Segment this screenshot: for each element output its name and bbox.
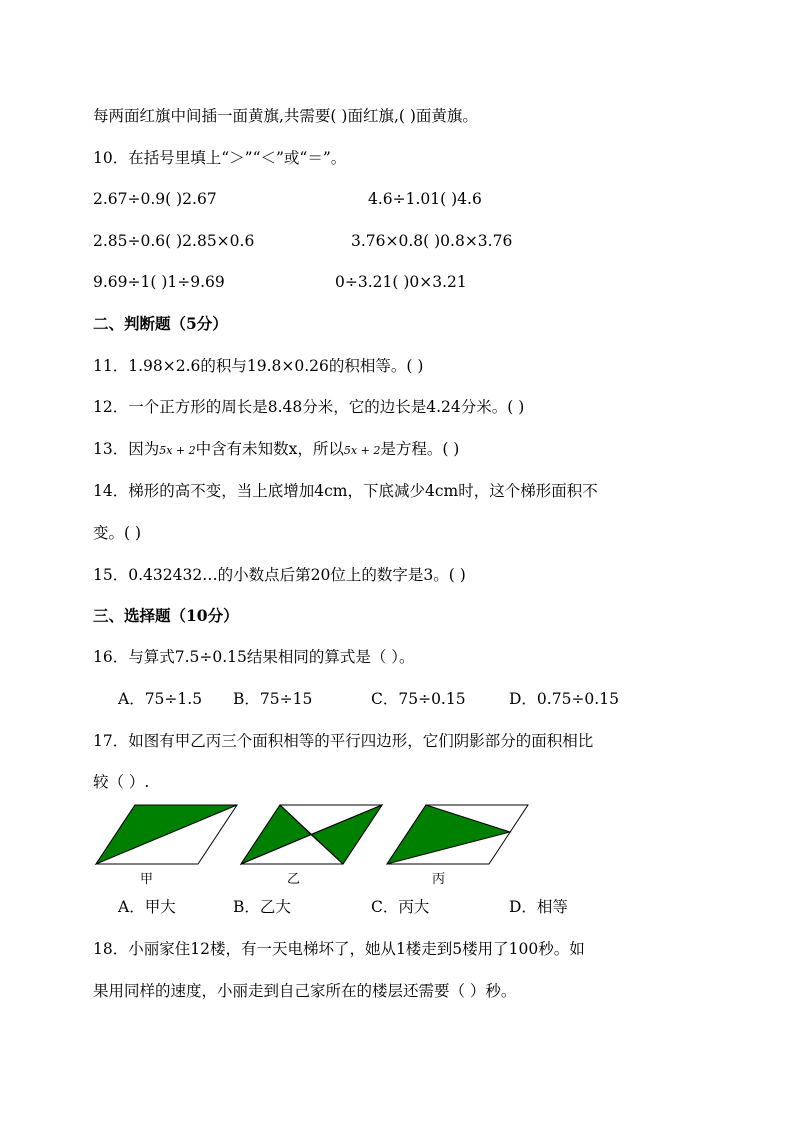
- figure-yi: [241, 805, 382, 864]
- q16-option-a: A．75÷1.5: [118, 690, 203, 708]
- compare-2b: 3.76×0.8( )0.8×3.76: [351, 232, 513, 250]
- question-12: 12．一个正方形的周长是8.48分米，它的边长是4.24分米。( ): [93, 398, 525, 416]
- compare-1b: 4.6÷1.01( )4.6: [368, 190, 482, 208]
- section-3-heading: 三、选择题（10分）: [93, 606, 239, 625]
- q13-expression-2: 5x + 2: [343, 444, 381, 457]
- q17-option-d: D．相等: [509, 898, 568, 916]
- continued-question-line: 每两面红旗中间插一面黄旗,共需要( )面红旗,( )面黄旗。: [93, 107, 478, 125]
- q13-part-c: 是方程。( ): [380, 440, 460, 458]
- figure-label-bing: 丙: [432, 872, 446, 887]
- q17-option-c: C．丙大: [371, 898, 430, 916]
- figure-label-yi: 乙: [287, 872, 301, 887]
- section-2-heading: 二、判断题（5分）: [93, 314, 228, 333]
- question-11: 11．1.98×2.6的积与19.8×0.26的积相等。( ): [93, 357, 424, 375]
- q17-option-b: B．乙大: [233, 898, 291, 916]
- q13-part-b: 中含有未知数x，所以: [195, 440, 344, 458]
- question-16: 16．与算式7.5÷0.15结果相同的算式是（ ）。: [93, 648, 415, 666]
- question-17-line-1: 17．如图有甲乙丙三个面积相等的平行四边形，它们阴影部分的面积相比: [93, 732, 594, 750]
- question-17-line-2: 较（ ）.: [93, 773, 150, 791]
- compare-3a: 9.69÷1( )1÷9.69: [93, 273, 225, 291]
- question-15: 15．0.432432…的小数点后第20位上的数字是3。( ): [93, 566, 466, 584]
- q13-expression-1: 5x + 2: [159, 444, 196, 457]
- question-18-line-1: 18．小丽家住12楼，有一天电梯坏了，她从1楼走到5楼用了100秒。如: [93, 940, 585, 958]
- q16-option-d: D．0.75÷0.15: [509, 690, 619, 708]
- figure-label-jia: 甲: [140, 872, 154, 887]
- question-10: 10．在括号里填上“＞”“＜”或“＝”。: [93, 149, 347, 167]
- compare-2a: 2.85÷0.6( )2.85×0.6: [93, 232, 255, 250]
- question-14-line-2: 变。( ): [93, 524, 142, 542]
- compare-3b: 0÷3.21( )0×3.21: [335, 273, 467, 291]
- question-18-line-2: 果用同样的速度，小丽走到自己家所在的楼层还需要（ ）秒。: [93, 982, 517, 1000]
- compare-1a: 2.67÷0.9( )2.67: [93, 190, 217, 208]
- q16-option-b: B．75÷15: [233, 690, 313, 708]
- figure-jia: [96, 805, 237, 864]
- question-14-line-1: 14．梯形的高不变，当上底增加4cm，下底减少4cm时，这个梯形面积不: [93, 482, 598, 500]
- figure-bing: [387, 805, 528, 864]
- q16-option-c: C．75÷0.15: [371, 690, 466, 708]
- q13-part-a: 13．因为: [93, 440, 160, 458]
- q17-option-a: A．甲大: [118, 898, 176, 916]
